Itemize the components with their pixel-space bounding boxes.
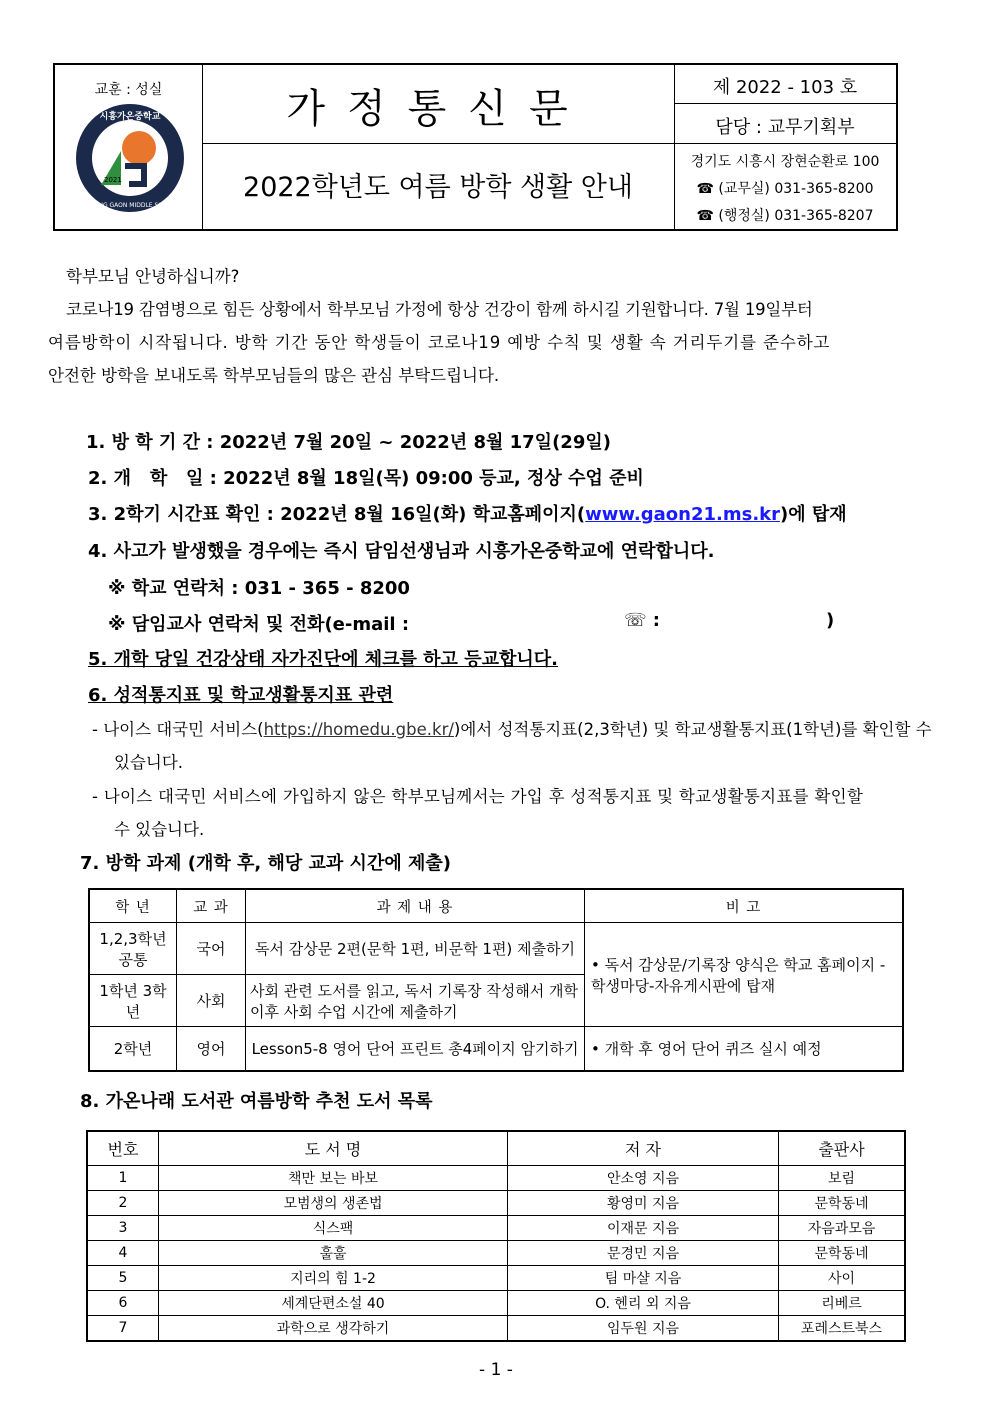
school-contact: ※ 학교 연락처 : 031 - 365 - 8200 (108, 578, 410, 599)
section-6-report-cards: 6. 성적통지표 및 학교생활통지표 관련 (88, 685, 394, 706)
svg-text:2021: 2021 (104, 176, 122, 184)
department: 담당 : 교무기획부 (715, 117, 855, 138)
header-number: 번호 (87, 1131, 159, 1166)
page-number: - 1 - (479, 1360, 513, 1380)
content-cell: 사회 관련 도서를 읽고, 독서 기록장 작성해서 개학 이후 사회 수업 시간에 제출하기 (246, 975, 585, 1027)
content-cell: 독서 감상문 2편(문학 1편, 비문학 1편) 제출하기 (246, 923, 585, 975)
table-row (87, 1316, 905, 1342)
document-subtitle: 2022학년도 여름 방학 생활 안내 (243, 172, 633, 203)
phone-admin: ☎ (행정실) 031-365-8207 (696, 208, 874, 224)
section-5-health-check: 5. 개학 당일 건강상태 자가진단에 체크를 하고 등교합니다. (88, 649, 558, 670)
book-author: 임두원 지음 (508, 1316, 779, 1342)
book-title: 과학으로 생각하기 (159, 1316, 508, 1342)
teacher-phone-label: ☏ : (624, 610, 660, 631)
section-8-book-list: 8. 가온나래 도서관 여름방학 추천 도서 목록 (80, 1091, 433, 1112)
section-1-vacation-period: 1. 방 학 기 간 : 2022년 7월 20일 ~ 2022년 8월 17일(29일) (86, 432, 611, 453)
table-row (87, 1166, 905, 1191)
note-cell: • 독서 감상문/기록장 양식은 학교 홈페이지 -학생마당-자유게시판에 탑재 (585, 923, 904, 1027)
grade-cell: 2학년 (89, 1027, 177, 1071)
issue-number: 제 2022 - 103 호 (712, 77, 858, 98)
homework-table (88, 888, 904, 1072)
book-title: 책만 보는 바보 (159, 1166, 508, 1191)
header-title: 도 서 명 (159, 1131, 508, 1166)
book-number: 1 (87, 1166, 159, 1191)
note-cell: • 개학 후 영어 단어 퀴즈 실시 예정 (585, 1027, 904, 1071)
section-6-item-a: - 나이스 대국민 서비스(https://homedu.gbe.kr/)에서 성적통지표(2,3학년) 및 학교생활통지표(1학년)를 확인할 수 (92, 720, 932, 739)
section-6-item-a-cont: 있습니다. (114, 753, 184, 772)
book-number: 5 (87, 1266, 159, 1291)
header-content: 과 제 내 용 (246, 889, 585, 923)
section-2-school-start: 2. 개 학 일 : 2022년 8월 18일(목) 09:00 등교, 정상 수업 준비 (88, 468, 644, 489)
header-note: 비 고 (585, 889, 904, 923)
book-publisher: 문학동네 (779, 1241, 906, 1266)
book-table (86, 1130, 906, 1342)
svg-text:SIHEUNG GAON MIDDLE SCHOOL: SIHEUNG GAON MIDDLE SCHOOL (80, 202, 180, 209)
section-4-accident: 4. 사고가 발생했을 경우에는 즉시 담임선생님과 시흥가온중학교에 연락합니다. (88, 541, 715, 562)
subject-cell: 영어 (177, 1027, 246, 1071)
subject-cell: 사회 (177, 975, 246, 1027)
grade-cell: 1학년 3학년 (89, 975, 177, 1027)
book-publisher: 리베르 (779, 1291, 906, 1316)
section-3-timetable: 3. 2학기 시간표 확인 : 2022년 8월 16일(화) 학교홈페이지(www.gaon21.ms.kr)에 탑재 (88, 504, 847, 525)
header-box (53, 63, 898, 231)
intro-line-1: 코로나19 감염병으로 힘든 상황에서 학부모님 가정에 항상 건강이 함께 하시길 기원합니다. 7월 19일부터 (66, 300, 813, 319)
table-header-row (87, 1131, 905, 1166)
table-row (89, 923, 903, 975)
header-subject: 교 과 (177, 889, 246, 923)
book-publisher: 자음과모음 (779, 1216, 906, 1241)
school-motto: 교훈 : 성실 (94, 82, 163, 98)
table-row (87, 1291, 905, 1316)
page-title: 가정통신문 (286, 86, 590, 132)
header-grade: 학 년 (89, 889, 177, 923)
content-cell: Lesson5-8 영어 단어 프린트 총4페이지 암기하기 (246, 1027, 585, 1071)
header-author: 저 자 (508, 1131, 779, 1166)
section-6-item-b: - 나이스 대국민 서비스에 가입하지 않은 학부모님께서는 가입 후 성적통지표 및 학교생활통지표를 확인할 (92, 787, 864, 806)
table-row (87, 1266, 905, 1291)
book-author: O. 헨리 외 지음 (508, 1291, 779, 1316)
table-row (89, 1027, 903, 1071)
book-number: 7 (87, 1316, 159, 1342)
school-address: 경기도 시흥시 장현순환로 100 (690, 154, 880, 170)
header-publisher: 출판사 (779, 1131, 906, 1166)
book-author: 문경민 지음 (508, 1241, 779, 1266)
table-row (87, 1191, 905, 1216)
book-title: 식스팩 (159, 1216, 508, 1241)
school-logo (75, 103, 185, 213)
section-7-homework: 7. 방학 과제 (개학 후, 해당 교과 시간에 제출) (80, 853, 451, 874)
book-publisher: 사이 (779, 1266, 906, 1291)
grade-cell: 1,2,3학년 공통 (89, 923, 177, 975)
subject-cell: 국어 (177, 923, 246, 975)
book-number: 2 (87, 1191, 159, 1216)
book-title: 지리의 힘 1-2 (159, 1266, 508, 1291)
section-6-item-b-cont: 수 있습니다. (114, 820, 205, 839)
book-author: 황영미 지음 (508, 1191, 779, 1216)
book-author: 이재문 지음 (508, 1216, 779, 1241)
table-header-row (89, 889, 903, 923)
homepage-link[interactable]: www.gaon21.ms.kr (585, 504, 780, 525)
book-number: 6 (87, 1291, 159, 1316)
book-author: 안소영 지음 (508, 1166, 779, 1191)
book-title: 훌훌 (159, 1241, 508, 1266)
intro-line-2: 여름방학이 시작됩니다. 방학 기간 동안 학생들이 코로나19 예방 수칙 및 생활 속 거리두기를 준수하고 (48, 333, 831, 352)
book-author: 팀 마샬 지음 (508, 1266, 779, 1291)
phone-office: ☎ (교무실) 031-365-8200 (696, 181, 874, 197)
book-publisher: 문학동네 (779, 1191, 906, 1216)
book-number: 4 (87, 1241, 159, 1266)
table-row (87, 1216, 905, 1241)
logo-text-top: 시흥가온중학교 (99, 112, 161, 122)
greeting: 학부모님 안녕하십니까? (66, 267, 240, 286)
book-publisher: 보림 (779, 1166, 906, 1191)
table-row (87, 1241, 905, 1266)
book-number: 3 (87, 1216, 159, 1241)
intro-line-3: 안전한 방학을 보내도록 학부모님들의 많은 관심 부탁드립니다. (48, 366, 500, 385)
neis-link[interactable]: https://homedu.gbe.kr/ (263, 720, 454, 739)
book-publisher: 포레스트북스 (779, 1316, 906, 1342)
book-title: 모범생의 생존법 (159, 1191, 508, 1216)
book-title: 세계단편소설 40 (159, 1291, 508, 1316)
teacher-contact: ※ 담임교사 연락처 및 전화(e-mail : (108, 614, 410, 635)
teacher-contact-close: ) (826, 610, 835, 631)
